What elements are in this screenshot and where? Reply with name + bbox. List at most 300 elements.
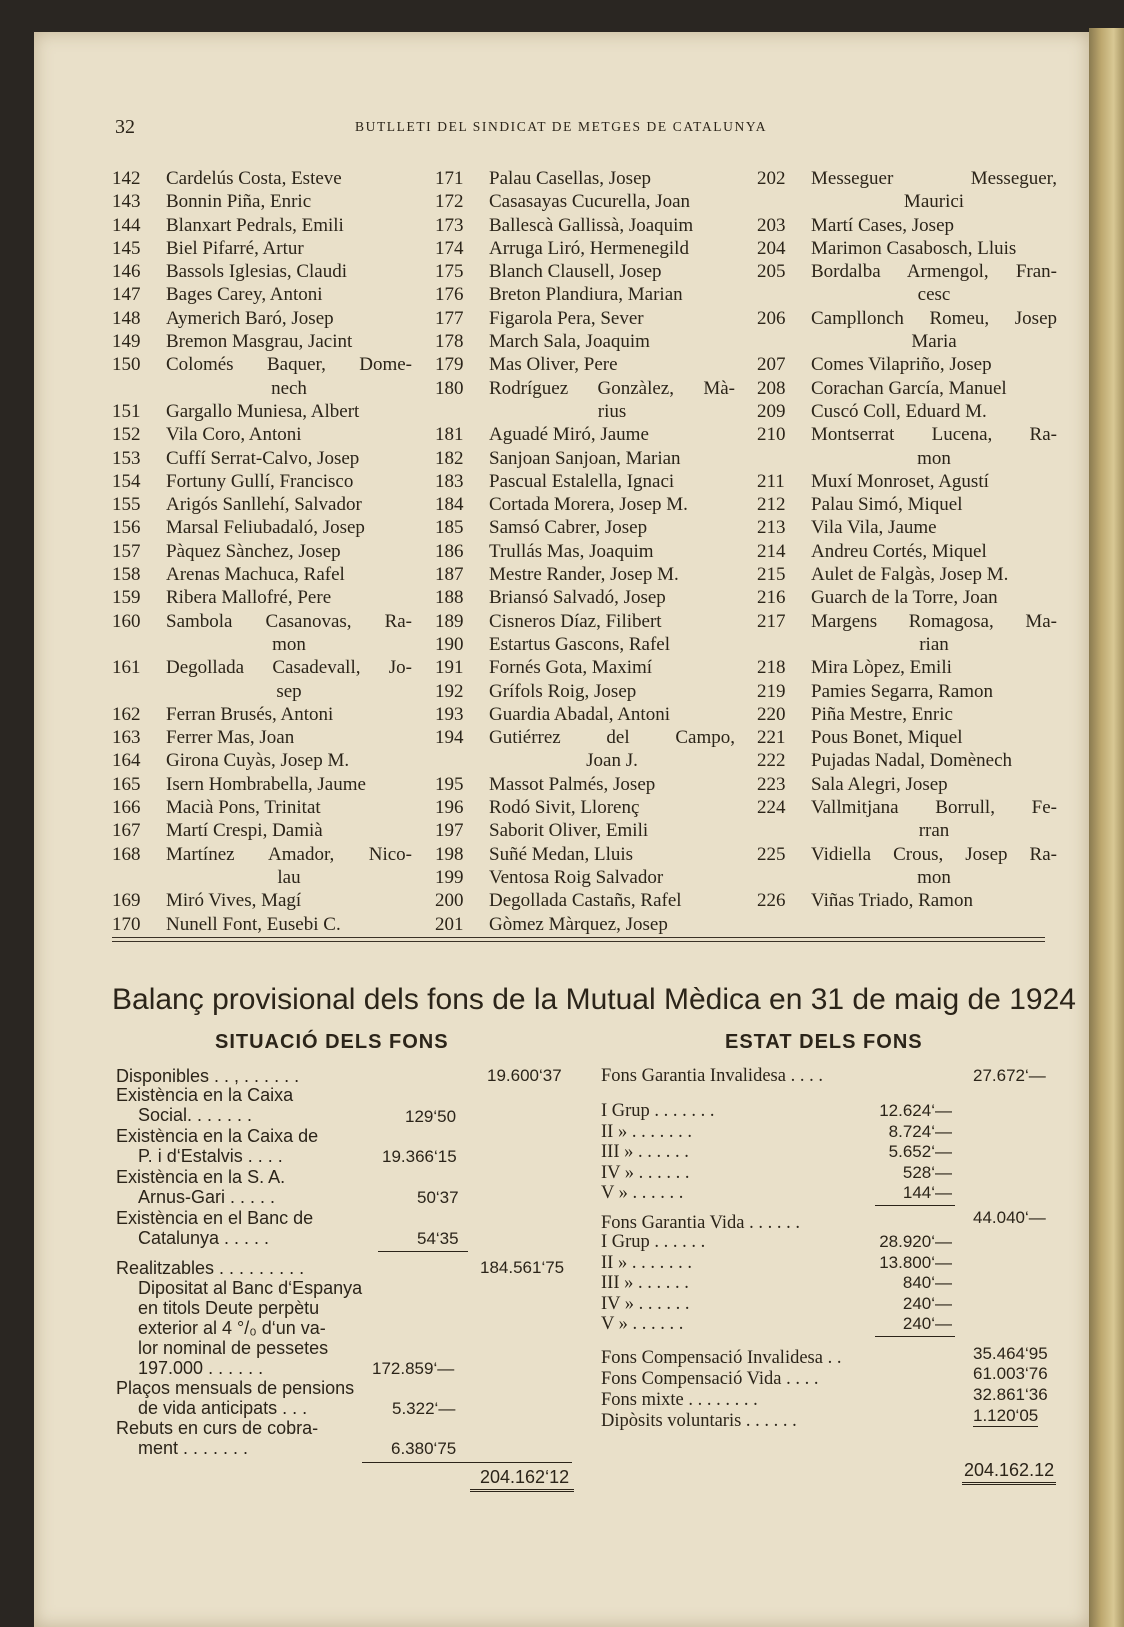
member-name-line: Blanch Clausell, Josep xyxy=(489,261,662,283)
member-name-line: Palau Simó, Miquel xyxy=(811,494,963,516)
member-entry xyxy=(435,866,735,889)
member-name-line: March Sala, Joaquim xyxy=(489,331,650,353)
member-name-line: Rodríguez Gonzàlez, Mà- xyxy=(489,377,735,399)
member-entry xyxy=(112,703,412,726)
member-number: 224 xyxy=(757,797,786,819)
member-number: 191 xyxy=(435,657,464,679)
member-name xyxy=(811,377,1057,400)
invalidesa-label: Fons Garantia Invalidesa . . . . xyxy=(601,1066,823,1086)
member-name-line: Cuffí Serrat-Calvo, Josep xyxy=(166,447,360,469)
member-entry xyxy=(757,400,1057,423)
diposits-label: Dipòsits voluntaris . . . . . . xyxy=(601,1411,797,1431)
member-entry xyxy=(757,889,1057,912)
member-name-line: Aulet de Falgàs, Josep M. xyxy=(811,564,1009,586)
member-name xyxy=(166,260,412,283)
member-number: 170 xyxy=(112,913,141,935)
member-name xyxy=(489,493,735,516)
member-number: 146 xyxy=(112,261,141,283)
section-rule-bottom xyxy=(112,941,1045,942)
member-entry xyxy=(112,470,412,493)
member-number: 189 xyxy=(435,610,464,632)
member-entry xyxy=(757,214,1057,237)
member-name-continuation: Maurici xyxy=(903,191,965,213)
member-name-line: Martí Crespi, Damià xyxy=(166,820,323,842)
member-entry xyxy=(757,353,1057,376)
deute-line-1: Dipositat al Banc d‘Espanya xyxy=(138,1278,363,1298)
member-name-line: Ballescà Gallissà, Joaquim xyxy=(489,214,694,236)
member-number: 156 xyxy=(112,517,141,539)
member-name-continuation: sep xyxy=(276,680,302,702)
fund-group-amount: 12.624‘— xyxy=(879,1101,952,1120)
arnus-amount: 50‘37 xyxy=(417,1188,459,1207)
member-entry xyxy=(757,377,1057,400)
member-entry xyxy=(112,563,412,586)
deute-line-2: en titols Deute perpètu xyxy=(138,1298,320,1318)
member-name-line: Marsal Feliubadaló, Josep xyxy=(166,517,365,539)
member-entry xyxy=(757,470,1057,493)
member-number: 185 xyxy=(435,517,464,539)
member-name xyxy=(811,540,1057,563)
fund-group-label: V » . . . . . . xyxy=(601,1183,684,1203)
member-entry xyxy=(112,656,412,703)
caixa-estalvis-amount: 19.366‘15 xyxy=(382,1147,457,1166)
member-entry xyxy=(435,190,735,213)
member-name xyxy=(489,726,735,773)
member-number: 211 xyxy=(757,470,785,492)
member-entry xyxy=(435,563,735,586)
deute-line-4: lor nominal de pessetes xyxy=(138,1338,329,1358)
member-entry xyxy=(435,610,735,633)
member-name-line: Rodó Sivit, Llorenç xyxy=(489,797,640,819)
member-number: 207 xyxy=(757,354,786,376)
member-name-line: Pous Bonet, Miquel xyxy=(811,727,963,749)
member-entry xyxy=(112,889,412,912)
member-entry xyxy=(435,843,735,866)
member-number: 179 xyxy=(435,354,464,376)
member-name-line: Bassols Iglesias, Claudi xyxy=(166,261,348,283)
fund-group-label: III » . . . . . . xyxy=(601,1273,689,1293)
member-number: 167 xyxy=(112,820,141,842)
mixte-label: Fons mixte . . . . . . . . xyxy=(601,1390,758,1410)
member-entry xyxy=(435,516,735,539)
member-entry xyxy=(757,703,1057,726)
member-name xyxy=(811,400,1057,423)
member-name xyxy=(489,214,735,237)
member-number: 166 xyxy=(112,797,141,819)
member-number: 165 xyxy=(112,773,141,795)
member-name xyxy=(811,796,1057,843)
member-name xyxy=(489,167,735,190)
member-number: 213 xyxy=(757,517,786,539)
member-number: 193 xyxy=(435,703,464,725)
member-name-line: Nunell Font, Eusebi C. xyxy=(166,913,341,935)
member-number: 158 xyxy=(112,564,141,586)
member-name xyxy=(811,214,1057,237)
member-name xyxy=(811,423,1057,470)
member-name xyxy=(489,563,735,586)
member-name-continuation: nech xyxy=(271,377,307,399)
member-entry xyxy=(112,307,412,330)
member-number: 184 xyxy=(435,494,464,516)
member-name-line: Guardia Abadal, Antoni xyxy=(489,703,670,725)
member-entry xyxy=(112,913,412,936)
member-entry xyxy=(112,773,412,796)
member-number: 172 xyxy=(435,191,464,213)
member-name xyxy=(489,889,735,912)
member-number: 147 xyxy=(112,284,141,306)
member-name-line: Ventosa Roig Salvador xyxy=(489,866,664,888)
banc-amount: 54‘35 xyxy=(417,1229,459,1248)
member-name-line: Martínez Amador, Nico- xyxy=(166,843,412,865)
member-number: 215 xyxy=(757,564,786,586)
member-name xyxy=(489,190,735,213)
member-name xyxy=(489,843,735,866)
member-name xyxy=(489,330,735,353)
member-number: 209 xyxy=(757,400,786,422)
member-name-line: Pamies Segarra, Ramon xyxy=(811,680,994,702)
member-entry xyxy=(112,353,412,400)
member-entry xyxy=(435,913,735,936)
member-number: 143 xyxy=(112,191,141,213)
member-entry xyxy=(757,493,1057,516)
member-name-continuation: Joan J. xyxy=(586,750,638,772)
member-name-continuation: mon xyxy=(917,447,951,469)
fund-group-label: II » . . . . . . . xyxy=(601,1121,692,1142)
member-name-line: Biel Pifarré, Artur xyxy=(166,237,304,259)
member-number: 157 xyxy=(112,540,141,562)
mixte-amount: 32.861‘36 xyxy=(973,1385,1048,1404)
member-entry xyxy=(757,423,1057,470)
member-entry xyxy=(757,610,1057,657)
member-name-line: Grífols Roig, Josep xyxy=(489,680,637,702)
member-name-line: Aguadé Miró, Jaume xyxy=(489,424,649,446)
comp-invalidesa-label: Fons Compensació Invalidesa . . xyxy=(601,1348,842,1368)
member-number: 163 xyxy=(112,727,141,749)
member-number: 182 xyxy=(435,447,464,469)
member-name-line: Fortuny Gullí, Francisco xyxy=(166,470,354,492)
member-number: 201 xyxy=(435,913,464,935)
fund-group-label: V » . . . . . . xyxy=(601,1314,684,1334)
member-name-line: Andreu Cortés, Miquel xyxy=(811,540,987,562)
comp-invalidesa-amount: 35.464‘95 xyxy=(973,1344,1048,1363)
member-name-line: Viñas Triado, Ramon xyxy=(811,890,973,912)
member-name-line: Isern Hombrabella, Jaume xyxy=(166,773,366,795)
member-number: 181 xyxy=(435,424,464,446)
member-name-line: Vila Vila, Jaume xyxy=(811,517,937,539)
member-number: 219 xyxy=(757,680,786,702)
comp-vida-label: Fons Compensació Vida . . . . xyxy=(601,1369,819,1389)
fund-group-amount: 5.652‘— xyxy=(888,1142,952,1161)
disponibles-label: Disponibles . . , . . . . . . xyxy=(116,1066,300,1086)
member-number: 149 xyxy=(112,331,141,353)
member-entry xyxy=(112,843,412,890)
member-name xyxy=(166,307,412,330)
member-name xyxy=(811,749,1057,772)
member-name xyxy=(811,167,1057,214)
situacio-subheading: SITUACIÓ DELS FONS xyxy=(215,1031,449,1053)
member-name-line: Ferran Brusés, Antoni xyxy=(166,703,334,725)
member-name-line: Pujadas Nadal, Domènech xyxy=(811,750,1013,772)
member-name xyxy=(166,749,412,772)
member-number: 220 xyxy=(757,703,786,725)
member-number: 154 xyxy=(112,470,141,492)
member-entry xyxy=(435,353,735,376)
member-number: 217 xyxy=(757,610,786,632)
member-name xyxy=(166,703,412,726)
member-name-line: Pàquez Sànchez, Josep xyxy=(166,540,341,562)
member-name xyxy=(489,703,735,726)
member-name xyxy=(811,470,1057,493)
fund-group-amount: 13.800‘— xyxy=(879,1252,952,1272)
member-name-line: Margens Romagosa, Ma- xyxy=(811,610,1057,632)
member-name-line: Breton Plandiura, Marian xyxy=(489,284,683,306)
member-name-continuation: mon xyxy=(917,866,951,888)
member-name xyxy=(166,470,412,493)
member-entry xyxy=(112,237,412,260)
arnus-line-1: Existència en la S. A. xyxy=(116,1167,286,1187)
member-number: 196 xyxy=(435,797,464,819)
member-entry xyxy=(435,330,735,353)
member-name xyxy=(489,237,735,260)
member-entry xyxy=(757,680,1057,703)
member-name-continuation: cesc xyxy=(917,284,951,306)
member-name-line: Figarola Pera, Sever xyxy=(489,307,644,329)
member-name-line: Mira Lòpez, Emili xyxy=(811,657,952,679)
member-entry xyxy=(112,796,412,819)
member-name xyxy=(166,656,412,703)
member-name-line: Girona Cuyàs, Josep M. xyxy=(166,750,350,772)
fund-group-label: II » . . . . . . . xyxy=(601,1252,692,1273)
member-entry xyxy=(435,377,735,424)
deute-line-5: 197.000 . . . . . . xyxy=(138,1358,264,1378)
member-name xyxy=(166,586,412,609)
member-entry xyxy=(757,237,1057,260)
member-name-line: Vidiella Crous, Josep Ra- xyxy=(811,843,1057,865)
member-number: 202 xyxy=(757,168,786,189)
caixa-estalvis-line-2: P. i d‘Estalvis . . . . xyxy=(138,1146,283,1166)
member-number: 177 xyxy=(435,307,464,329)
member-number: 226 xyxy=(757,890,786,912)
member-number: 145 xyxy=(112,237,141,259)
member-number: 205 xyxy=(757,261,786,283)
member-number: 216 xyxy=(757,587,786,609)
member-number: 199 xyxy=(435,866,464,888)
member-number: 168 xyxy=(112,843,141,865)
member-number: 180 xyxy=(435,377,464,399)
member-number: 197 xyxy=(435,820,464,842)
member-name-line: Trullás Mas, Joaquim xyxy=(489,540,654,562)
member-entry xyxy=(435,796,735,819)
member-name-line: Macià Pons, Trinitat xyxy=(166,797,321,819)
fund-group-amount: 840‘— xyxy=(902,1273,952,1292)
member-name xyxy=(489,796,735,819)
member-entry xyxy=(757,843,1057,890)
member-number: 200 xyxy=(435,890,464,912)
member-name xyxy=(489,586,735,609)
member-name xyxy=(489,540,735,563)
member-name-line: Ribera Mallofré, Pere xyxy=(166,587,332,609)
balance-heading: Balanç provisional dels fons de la Mutual Mèdica en 31 de maig de 1924 xyxy=(112,983,1076,1016)
member-name-line: Estartus Gascons, Rafel xyxy=(489,633,670,655)
member-name-line: Sanjoan Sanjoan, Marian xyxy=(489,447,681,469)
member-entry xyxy=(112,819,412,842)
member-name xyxy=(166,330,412,353)
member-name-line: Piña Mestre, Enric xyxy=(811,703,953,725)
fund-group-label: I Grup . . . . . . . xyxy=(601,1101,715,1121)
realitzables-total: 184.561‘75 xyxy=(480,1258,565,1277)
member-name-line: Gòmez Màrquez, Josep xyxy=(489,913,668,935)
member-number: 176 xyxy=(435,284,464,306)
member-number: 171 xyxy=(435,168,464,189)
member-entry xyxy=(757,796,1057,843)
book-spine xyxy=(1089,28,1124,1627)
placos-line-2: de vida anticipats . . . xyxy=(138,1398,308,1418)
member-name-line: Arruga Liró, Hermenegild xyxy=(489,237,689,259)
member-name-line: Comes Vilapriño, Josep xyxy=(811,354,992,376)
member-entry xyxy=(112,214,412,237)
member-name xyxy=(811,237,1057,260)
member-number: 208 xyxy=(757,377,786,399)
member-entry xyxy=(757,540,1057,563)
member-name xyxy=(811,610,1057,657)
member-entry xyxy=(757,586,1057,609)
member-name-line: Guarch de la Torre, Joan xyxy=(811,587,998,609)
member-name-line: Ferrer Mas, Joan xyxy=(166,727,295,749)
arnus-line-2: Arnus-Gari . . . . . xyxy=(138,1187,276,1207)
member-entry xyxy=(112,400,412,423)
caixa-social-line-2: Social. . . . . . . xyxy=(138,1105,253,1125)
member-entry xyxy=(112,260,412,283)
member-entry xyxy=(435,889,735,912)
member-name xyxy=(489,260,735,283)
member-name-continuation: mon xyxy=(272,633,306,655)
member-name-line: Degollada Castañs, Rafel xyxy=(489,890,682,912)
member-name xyxy=(489,610,735,633)
member-name xyxy=(811,889,1057,912)
member-name xyxy=(811,307,1057,354)
member-number: 175 xyxy=(435,261,464,283)
member-name xyxy=(489,913,735,936)
member-entry xyxy=(757,749,1057,772)
member-number: 155 xyxy=(112,494,141,516)
member-name-line: Sala Alegri, Josep xyxy=(811,773,948,795)
fund-subtotal-rule xyxy=(875,1336,955,1337)
fund-subtotal-rule xyxy=(875,1205,955,1206)
member-name xyxy=(166,913,412,936)
realitzables-subtotal-rule xyxy=(362,1462,572,1463)
member-name-line: Messeguer Messeguer, xyxy=(811,168,1057,189)
member-name-line: Mestre Rander, Josep M. xyxy=(489,564,679,586)
member-entry xyxy=(112,423,412,446)
member-name-line: Sambola Casanovas, Ra- xyxy=(166,610,412,632)
member-number: 214 xyxy=(757,540,786,562)
caixa-social-line-1: Existència en la Caixa xyxy=(116,1085,294,1105)
member-entry xyxy=(435,680,735,703)
member-entry xyxy=(435,773,735,796)
member-entry xyxy=(112,493,412,516)
fund-group-amount: 240‘— xyxy=(902,1293,952,1313)
member-number: 183 xyxy=(435,470,464,492)
member-number: 161 xyxy=(112,657,141,679)
member-name-line: Cuscó Coll, Eduard M. xyxy=(811,400,987,422)
member-number: 144 xyxy=(112,214,141,236)
member-name xyxy=(489,447,735,470)
member-name-line: Gutiérrez del Campo, xyxy=(489,727,735,749)
member-name xyxy=(811,260,1057,307)
member-name-continuation: lau xyxy=(277,866,301,888)
member-entry xyxy=(435,423,735,446)
member-name xyxy=(166,796,412,819)
member-name-line: Massot Palmés, Josep xyxy=(489,773,656,795)
member-entry xyxy=(112,190,412,213)
member-name-continuation: Maria xyxy=(911,331,957,353)
caixa-estalvis-line-1: Existència en la Caixa de xyxy=(116,1126,319,1146)
member-number: 225 xyxy=(757,843,786,865)
member-number: 162 xyxy=(112,703,141,725)
member-number: 212 xyxy=(757,494,786,516)
member-name-line: Arenas Machuca, Rafel xyxy=(166,564,345,586)
member-name-line: Vila Coro, Antoni xyxy=(166,424,302,446)
member-entry xyxy=(435,307,735,330)
fund-group-label: IV » . . . . . . xyxy=(601,1162,690,1183)
member-name xyxy=(166,447,412,470)
vida-label: Fons Garantia Vida . . . . . . xyxy=(601,1213,800,1233)
member-entry xyxy=(757,516,1057,539)
member-name xyxy=(811,586,1057,609)
member-number: 186 xyxy=(435,540,464,562)
member-name xyxy=(166,214,412,237)
member-entry xyxy=(757,167,1057,214)
member-name xyxy=(489,423,735,446)
member-name-line: Pascual Estalella, Ignaci xyxy=(489,470,675,492)
estat-grand-total: 204.162.12 xyxy=(962,1460,1056,1485)
member-entry xyxy=(112,447,412,470)
member-name xyxy=(811,773,1057,796)
member-number: 150 xyxy=(112,354,141,376)
member-name-line: Vallmitjana Borrull, Fe- xyxy=(811,797,1057,819)
member-name-line: Montserrat Lucena, Ra- xyxy=(811,424,1057,446)
member-name-line: Muxí Monroset, Agustí xyxy=(811,470,989,492)
estat-subheading: ESTAT DELS FONS xyxy=(725,1031,923,1053)
rebuts-line-1: Rebuts en curs de cobra- xyxy=(116,1418,319,1438)
member-entry xyxy=(435,167,735,190)
member-entry xyxy=(435,283,735,306)
member-entry xyxy=(435,260,735,283)
member-number: 218 xyxy=(757,657,786,679)
member-name-line: Fornés Gota, Maximí xyxy=(489,657,653,679)
member-entry xyxy=(112,610,412,657)
member-number: 148 xyxy=(112,307,141,329)
member-number: 194 xyxy=(435,727,464,749)
member-list-column-1 xyxy=(112,167,412,936)
member-entry xyxy=(435,586,735,609)
member-name xyxy=(489,656,735,679)
fund-group-label: III » . . . . . . xyxy=(601,1142,689,1162)
member-name xyxy=(166,190,412,213)
member-name xyxy=(489,307,735,330)
member-number: 153 xyxy=(112,447,141,469)
member-name xyxy=(489,353,735,376)
member-name xyxy=(166,167,412,190)
member-name xyxy=(811,516,1057,539)
comp-vida-amount: 61.003‘76 xyxy=(973,1364,1048,1383)
section-rule-top xyxy=(112,937,1045,938)
member-entry xyxy=(757,260,1057,307)
member-name-line: Bremon Masgrau, Jacint xyxy=(166,331,353,353)
member-name-continuation: rius xyxy=(597,400,627,422)
member-name-line: Blanxart Pedrals, Emili xyxy=(166,214,344,236)
member-name xyxy=(489,283,735,306)
